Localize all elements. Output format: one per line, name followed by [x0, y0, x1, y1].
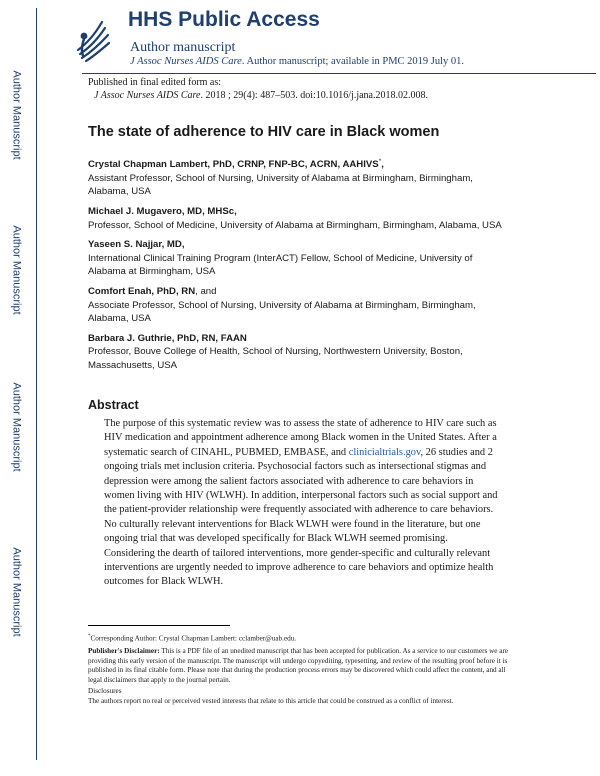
corresponding-mark: * [88, 634, 91, 639]
disclaimer-text: This is a PDF file of an unedited manuscript that has been accepted for publication. As a service to our customers we are providing this early version of the manuscript. The manuscript will undergo copyediting, typesetting, and review of the resulting proof before it is published in its final citable form. Please note that during the production process errors may be discovered which could affect the content, and all legal disclaimers that apply to the journal pertain. [88, 646, 509, 684]
author-name-suffix: , and [195, 285, 217, 297]
author-entry [88, 155, 508, 199]
side-label-author-manuscript: Author Manuscript [11, 547, 24, 637]
abstract-text: , 26 studies and 2 ongoing trials met inclusion criteria. Psychosocial factors such as intersectional stigmas and depression were among the salient factors associated with adherence to care behaviors in women living with HIV (WLWH). In addition, interpersonal factors such as social support and the patient-provider relationship were frequently associated with adherence to care behaviors. No culturally relevant interventions for Black WLWH were found in the literature, but one ongoing trial that was developed specifically for Black WLWH seemed promising. Considering the dearth of tailored interventions, more gender-specific and culturally relevant interventions are urgently needed to improve adherence to care behaviors and optimize health outcomes for Black WLWH. [104, 446, 498, 588]
side-label-author-manuscript: Author Manuscript [11, 382, 24, 472]
author-name-suffix: , [234, 205, 237, 217]
author-list [88, 155, 508, 379]
author-entry [88, 205, 508, 232]
author-name-suffix: , [381, 159, 384, 171]
author-name: Yaseen S. Najjar, MD [88, 239, 182, 251]
published-journal: J Assoc Nurses AIDS Care [94, 90, 201, 101]
abstract-body [104, 417, 498, 590]
hhs-public-access-title: HHS Public Access [128, 8, 320, 31]
abstract-text: The purpose of this systematic review was to assess the state of adherence to HIV care such as HIV medication and appointment adherence among Black women in the United States. After a systematic search of CINAHL, PUBMED, EMBASE, and [104, 418, 497, 458]
hhs-eagle-logo-icon [72, 14, 112, 64]
author-footnote-mark: * [378, 158, 382, 165]
author-entry [88, 285, 508, 326]
clinicaltrials-link[interactable]: clinicialtrials.gov [348, 446, 421, 458]
corresponding-author-note [88, 632, 520, 644]
sidebar-divider [36, 8, 37, 760]
author-affiliation: Professor, School of Medicine, University of Alabama at Birmingham, Birmingham, Alabama, USA [88, 219, 502, 231]
publisher-disclaimer [88, 647, 520, 685]
disclosures-heading: Disclosures [88, 687, 122, 696]
published-info [88, 76, 428, 102]
author-entry [88, 238, 508, 279]
author-name: Comfort Enah, PhD, RN [88, 285, 196, 297]
published-intro: Published in final edited form as: [88, 77, 222, 88]
author-name: Michael J. Mugavero, MD, MHSc [88, 205, 235, 217]
author-affiliation: International Clinical Training Program (InterACT) Fellow, School of Medicine, University of Alabama at Birmingham, USA [88, 252, 473, 278]
footnote-divider [88, 625, 230, 626]
author-affiliation: Professor, Bouve College of Health, School of Nursing, Northwestern University, Boston, Massachusetts, USA [88, 346, 463, 371]
side-label-author-manuscript: Author Manuscript [11, 225, 24, 315]
abstract-heading: Abstract [88, 398, 139, 412]
corresponding-text: Corresponding Author: Crystal Chapman Lambert: cclamber@uab.edu. [90, 634, 297, 643]
author-entry [88, 332, 508, 373]
author-name-suffix: , [181, 239, 185, 251]
author-affiliation: Assistant Professor, School of Nursing, University of Alabama at Birmingham, Birmingham, Alabama, USA [88, 172, 473, 198]
author-name: Barbara J. Guthrie, PhD, RN, FAAN [88, 332, 247, 344]
footnotes [88, 632, 520, 707]
author-name: Crystal Chapman Lambert, PhD, CRNP, FNP-BC, ACRN, AAHIVS [88, 159, 379, 171]
published-details: . 2018 ; 29(4): 487–503. doi:10.1016/j.jana.2018.02.008. [200, 90, 428, 101]
disclosures-text: The authors report no real or perceived vested interests that relate to this article that could be construed as a conflict of interest. [88, 696, 454, 705]
article-title: The state of adherence to HIV care in Black women [88, 124, 440, 140]
header-citation-journal: J Assoc Nurses AIDS Care [130, 56, 242, 67]
header-citation-rest: . Author manuscript; available in PMC 2019 July 01. [241, 56, 465, 67]
author-manuscript-subtitle: Author manuscript [130, 40, 236, 55]
disclaimer-label: Publisher's Disclaimer: [88, 646, 160, 655]
author-affiliation: Associate Professor, School of Nursing, University of Alabama at Birmingham, Birmingham, Alabama, USA [88, 299, 476, 325]
side-label-author-manuscript: Author Manuscript [11, 70, 24, 160]
header-citation [130, 56, 464, 67]
header-divider [82, 73, 596, 74]
published-citation [88, 89, 428, 102]
